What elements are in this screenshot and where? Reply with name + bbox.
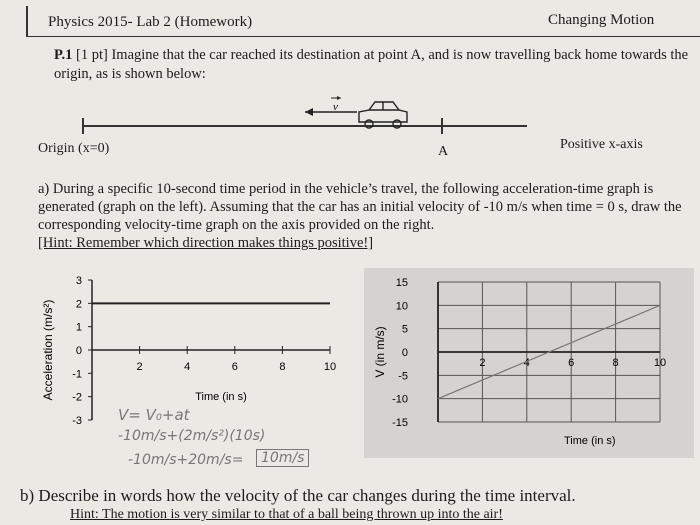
vel-y-tick-label: -15 xyxy=(392,417,408,429)
problem-number: P.1 xyxy=(54,47,73,63)
handwriting-substitution: -10m/s+(2m/s²)(10s) xyxy=(118,428,266,444)
accel-x-tick-label: 4 xyxy=(184,361,191,373)
vel-x-tick-label: 2 xyxy=(479,357,486,369)
origin-label: Origin (x=0) xyxy=(38,141,110,156)
accel-x-tick-label: 10 xyxy=(323,361,337,373)
problem-body: Imagine that the car reached its destination at point A, and is now travelling back home towards the origin, as is shown below: xyxy=(54,47,689,82)
accel-y-tick-label: 3 xyxy=(75,275,82,287)
part-a-body: a) During a specific 10-second time period in the vehicle’s travel, the following acceleration-time graph is generated (graph on the left). Assuming that the car has an initial velocity of -10 m/s when time = 0 s, draw the corresponding velocity-time graph on the axis provided on the right. xyxy=(38,181,682,233)
vel-x-tick-label: 6 xyxy=(568,357,575,369)
part-b-hint: Hint: The motion is very similar to that of a ball being thrown up into the air! xyxy=(70,507,503,522)
accel-y-tick-label: -1 xyxy=(72,368,82,381)
accel-x-label: Time (in s) xyxy=(195,391,247,403)
velocity-arrow-icon xyxy=(305,96,357,116)
course-title: Physics 2015- Lab 2 (Homework) xyxy=(48,14,253,30)
vel-y-tick-label: 15 xyxy=(395,277,408,289)
vel-y-tick-label: 10 xyxy=(395,300,408,313)
accel-y-tick-label: -2 xyxy=(72,391,82,404)
vel-y-tick-label: -5 xyxy=(398,370,408,383)
acceleration-graph xyxy=(30,268,360,448)
point-a-tick xyxy=(441,118,443,134)
vel-y-tick-label: -10 xyxy=(392,393,408,406)
vel-x-tick-label: 8 xyxy=(612,357,619,369)
part-b-text: b) Describe in words how the velocity of the car changes during the time interval. xyxy=(20,486,576,505)
part-a-text xyxy=(38,180,688,252)
point-a-label: A xyxy=(438,144,449,159)
handwriting-formula: V= V₀+at xyxy=(118,406,190,424)
car-diagram xyxy=(295,78,415,138)
positive-axis-label: Positive x-axis xyxy=(560,137,643,152)
accel-y-tick-label: -3 xyxy=(72,415,82,427)
accel-y-label: Acceleration (m/s²) xyxy=(41,299,55,401)
car-icon xyxy=(359,102,407,128)
accel-y-tick-label: 1 xyxy=(75,321,82,334)
handwriting-answer: 10m/s xyxy=(256,449,309,467)
accel-x-tick-label: 2 xyxy=(136,361,143,373)
part-a-hint: [Hint: Remember which direction makes things positive!] xyxy=(38,235,374,251)
velocity-symbol: v xyxy=(333,101,338,113)
accel-x-tick-label: 6 xyxy=(231,361,238,373)
vel-y-tick-label: 0 xyxy=(401,347,408,359)
vel-x-tick-label: 10 xyxy=(653,357,667,369)
vel-y-label: V (in m/s) xyxy=(373,326,387,378)
accel-y-tick-label: 2 xyxy=(75,298,82,311)
origin-tick xyxy=(82,118,84,134)
topic-title: Changing Motion xyxy=(548,12,655,28)
vel-x-tick-label: 4 xyxy=(523,357,530,369)
accel-y-tick-label: 0 xyxy=(75,345,82,357)
velocity-graph xyxy=(364,268,694,458)
vel-x-label: Time (in s) xyxy=(564,435,616,447)
accel-x-tick-label: 8 xyxy=(279,361,286,373)
problem-points: [1 pt] xyxy=(76,47,108,63)
vel-y-tick-label: 5 xyxy=(401,323,408,336)
handwriting-sum: -10m/s+20m/s= xyxy=(128,452,244,468)
